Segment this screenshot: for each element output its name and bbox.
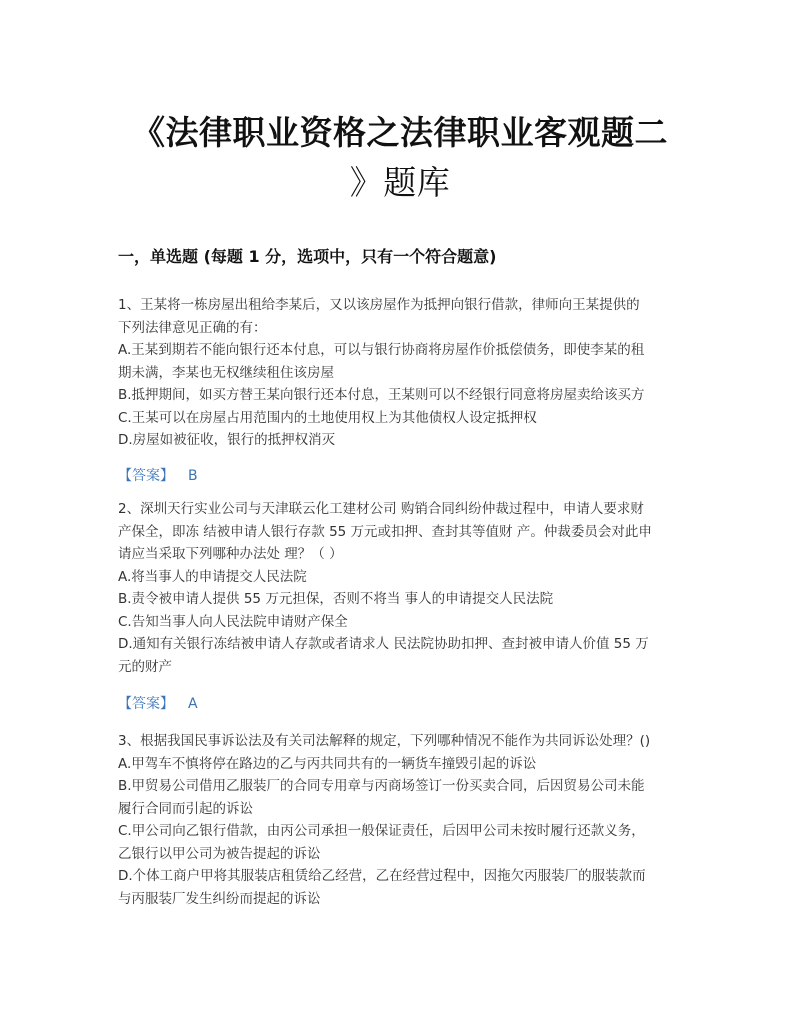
- question-3-option-c-line-2: 乙银行以甲公司为被告提起的诉讼: [118, 845, 321, 862]
- answer-label: 【答案】: [118, 468, 174, 484]
- question-3-option-b-line-2: 履行合同而引起的诉讼: [118, 800, 253, 817]
- question-3-option-c-line-1: C.甲公司向乙银行借款，由丙公司承担一般保证责任，后因甲公司未按时履行还款义务，: [118, 823, 645, 839]
- question-3-option-d-line-1: D.个体工商户甲将其服装店租赁给乙经营，乙在经营过程中，因拖欠丙服装厂的服装款而: [118, 868, 646, 884]
- question-2-stem-line-1: 2、深圳天行实业公司与天津联云化工建材公司 购销合同纠纷仲裁过程中，申请人要求财: [118, 501, 644, 517]
- title-line-2: 》题库: [349, 163, 451, 202]
- question-1-stem-line-2: 下列法律意见正确的有：: [118, 319, 267, 336]
- question-1-answer: [118, 465, 198, 487]
- question-2-answer: [118, 693, 198, 715]
- question-3-option-d-line-2: 与丙服装厂发生纠纷而提起的诉讼: [118, 890, 321, 907]
- question-2-stem-line-3: 请应当采取下列哪种办法处 理？（ ）: [118, 546, 343, 562]
- question-1-option-a-line-2: 期未满，李某也无权继续租住该房屋: [118, 364, 334, 381]
- section-heading: 一，单选题 (每题 1 分，选项中，只有一个符合题意): [118, 247, 497, 266]
- question-2-option-b: B.责令被申请人提供 55 万元担保，否则不将当 事人的申请提交人民法院: [118, 591, 554, 607]
- answer-label: 【答案】: [118, 696, 174, 712]
- question-2-option-d-line-1: D.通知有关银行冻结被申请人存款或者请求人 民法院协助扣押、查封被申请人价值 55 万: [118, 636, 649, 652]
- answer-value: B: [188, 468, 198, 484]
- question-2-option-c: C.告知当事人向人民法院申请财产保全: [118, 613, 348, 630]
- document-title: [100, 108, 700, 208]
- question-3: [118, 730, 688, 910]
- question-3-option-a: A.甲驾车不慎将停在路边的乙与丙共同共有的一辆货车撞毁引起的诉讼: [118, 755, 537, 772]
- answer-value: A: [188, 696, 198, 712]
- question-1: [118, 294, 688, 452]
- question-1-option-d: D.房屋如被征收，银行的抵押权消灭: [118, 432, 336, 448]
- title-line-1: 《法律职业资格之法律职业客观题二: [132, 113, 668, 152]
- question-2-stem-line-2: 产保全，即冻 结被申请人银行存款 55 万元或扣押、查封其等值财 产。仲裁委员会对此申: [118, 523, 652, 540]
- question-2: [118, 498, 688, 678]
- question-1-option-b: B.抵押期间，如买方替王某向银行还本付息，王某则可以不经银行同意将房屋卖给该买方: [118, 387, 645, 403]
- question-1-stem-line-1: 1、王某将一栋房屋出租给李某后，又以该房屋作为抵押向银行借款，律师向王某提供的: [118, 297, 640, 313]
- question-2-option-a: A.将当事人的申请提交人民法院: [118, 568, 307, 585]
- question-1-option-a-line-1: A.王某到期若不能向银行还本付息，可以与银行协商将房屋作价抵偿债务，即使李某的租: [118, 342, 645, 358]
- question-3-stem: 3、根据我国民事诉讼法及有关司法解释的规定，下列哪种情况不能作为共同诉讼处理？(): [118, 733, 651, 749]
- question-2-option-d-line-2: 元的财产: [118, 658, 172, 675]
- question-3-option-b-line-1: B.甲贸易公司借用乙服装厂的合同专用章与丙商场签订一份买卖合同，后因贸易公司未能: [118, 778, 645, 794]
- question-1-option-c: C.王某可以在房屋占用范围内的土地使用权上为其他债权人设定抵押权: [118, 409, 537, 426]
